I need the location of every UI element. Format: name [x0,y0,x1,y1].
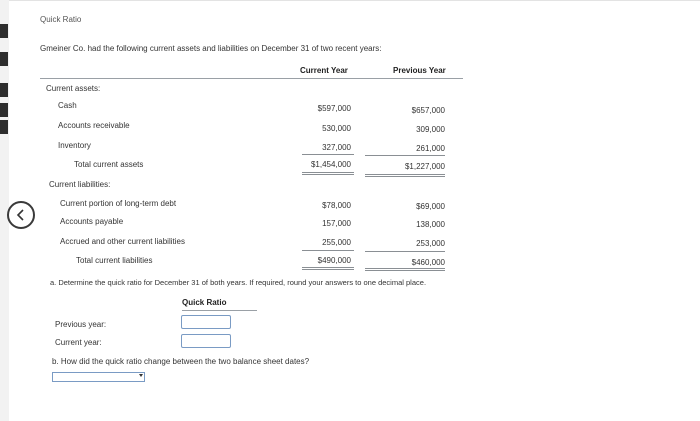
accounts-receivable-current: 530,000 [322,124,351,133]
inventory-previous: 261,000 [416,144,445,153]
accrued-liabilities-previous: 253,000 [416,239,445,248]
subtotal-rule [302,250,354,251]
row-label-accounts-payable: Accounts payable [60,217,124,226]
total-current-liabilities-previous: $460,000 [411,258,445,267]
accounts-receivable-previous: 309,000 [416,125,445,134]
breadcrumb: Quick Ratio [40,15,82,24]
current-year-quick-ratio-input[interactable] [181,334,231,348]
long-term-debt-current: $78,000 [322,201,351,210]
total-rule [365,268,445,269]
cash-current: $597,000 [317,104,351,113]
cash-previous: $657,000 [411,106,445,115]
nav-rail-item[interactable] [0,103,8,117]
total-rule [365,176,445,177]
subtotal-rule [365,155,445,156]
row-label-current-portion-long-term-debt: Current portion of long-term debt [60,199,177,208]
long-term-debt-previous: $69,000 [416,202,445,211]
accounts-payable-current: 157,000 [322,219,351,228]
section-heading-current-assets: Current assets: [46,84,101,93]
previous-year-label: Previous year: [55,320,107,329]
nav-rail-item[interactable] [0,83,8,97]
row-label-accounts-receivable: Accounts receivable [58,121,130,130]
total-rule [302,267,354,268]
accounts-payable-previous: 138,000 [416,220,445,229]
row-label-inventory: Inventory [58,141,91,150]
nav-rail-item[interactable] [0,24,8,38]
row-label-total-current-assets: Total current assets [74,160,144,169]
total-current-assets-current: $1,454,000 [310,160,351,169]
nav-rail-item[interactable] [0,52,8,66]
row-label-accrued-liabilities: Accrued and other current liabilities [60,237,185,246]
question-b-text: b. How did the quick ratio change between the two balance sheet dates? [52,357,310,366]
total-rule [365,270,445,271]
accrued-liabilities-current: 255,000 [322,238,351,247]
previous-button[interactable] [7,201,35,229]
current-year-label: Current year: [55,338,102,347]
row-label-cash: Cash [58,101,77,110]
column-header-previous-year: Previous Year [393,66,446,75]
total-rule [302,269,354,270]
problem-intro: Gmeiner Co. had the following current assets and liabilities on December 31 of two recent years: [40,44,382,53]
ratio-change-dropdown[interactable] [52,372,145,382]
total-rule [302,172,354,173]
total-rule [302,174,354,175]
quick-ratio-column-header: Quick Ratio [182,298,227,307]
nav-rail-item[interactable] [0,120,8,134]
total-rule [365,174,445,175]
section-heading-current-liabilities: Current liabilities: [49,180,111,189]
chevron-left-icon [15,209,27,221]
chevron-down-icon [139,374,143,377]
subtotal-rule [302,154,354,155]
column-header-current-year: Current Year [300,66,348,75]
subtotal-rule [365,251,445,252]
total-current-liabilities-current: $490,000 [317,256,351,265]
row-label-total-current-liabilities: Total current liabilities [76,256,153,265]
question-a-text: a. Determine the quick ratio for December 31 of both years. If required, round your answers to one decimal place. [50,278,427,287]
window-top-edge [0,0,700,1]
header-divider [40,78,463,79]
total-current-assets-previous: $1,227,000 [404,162,445,171]
inventory-current: 327,000 [322,143,351,152]
previous-year-quick-ratio-input[interactable] [181,315,231,329]
quick-ratio-header-rule [182,310,257,311]
